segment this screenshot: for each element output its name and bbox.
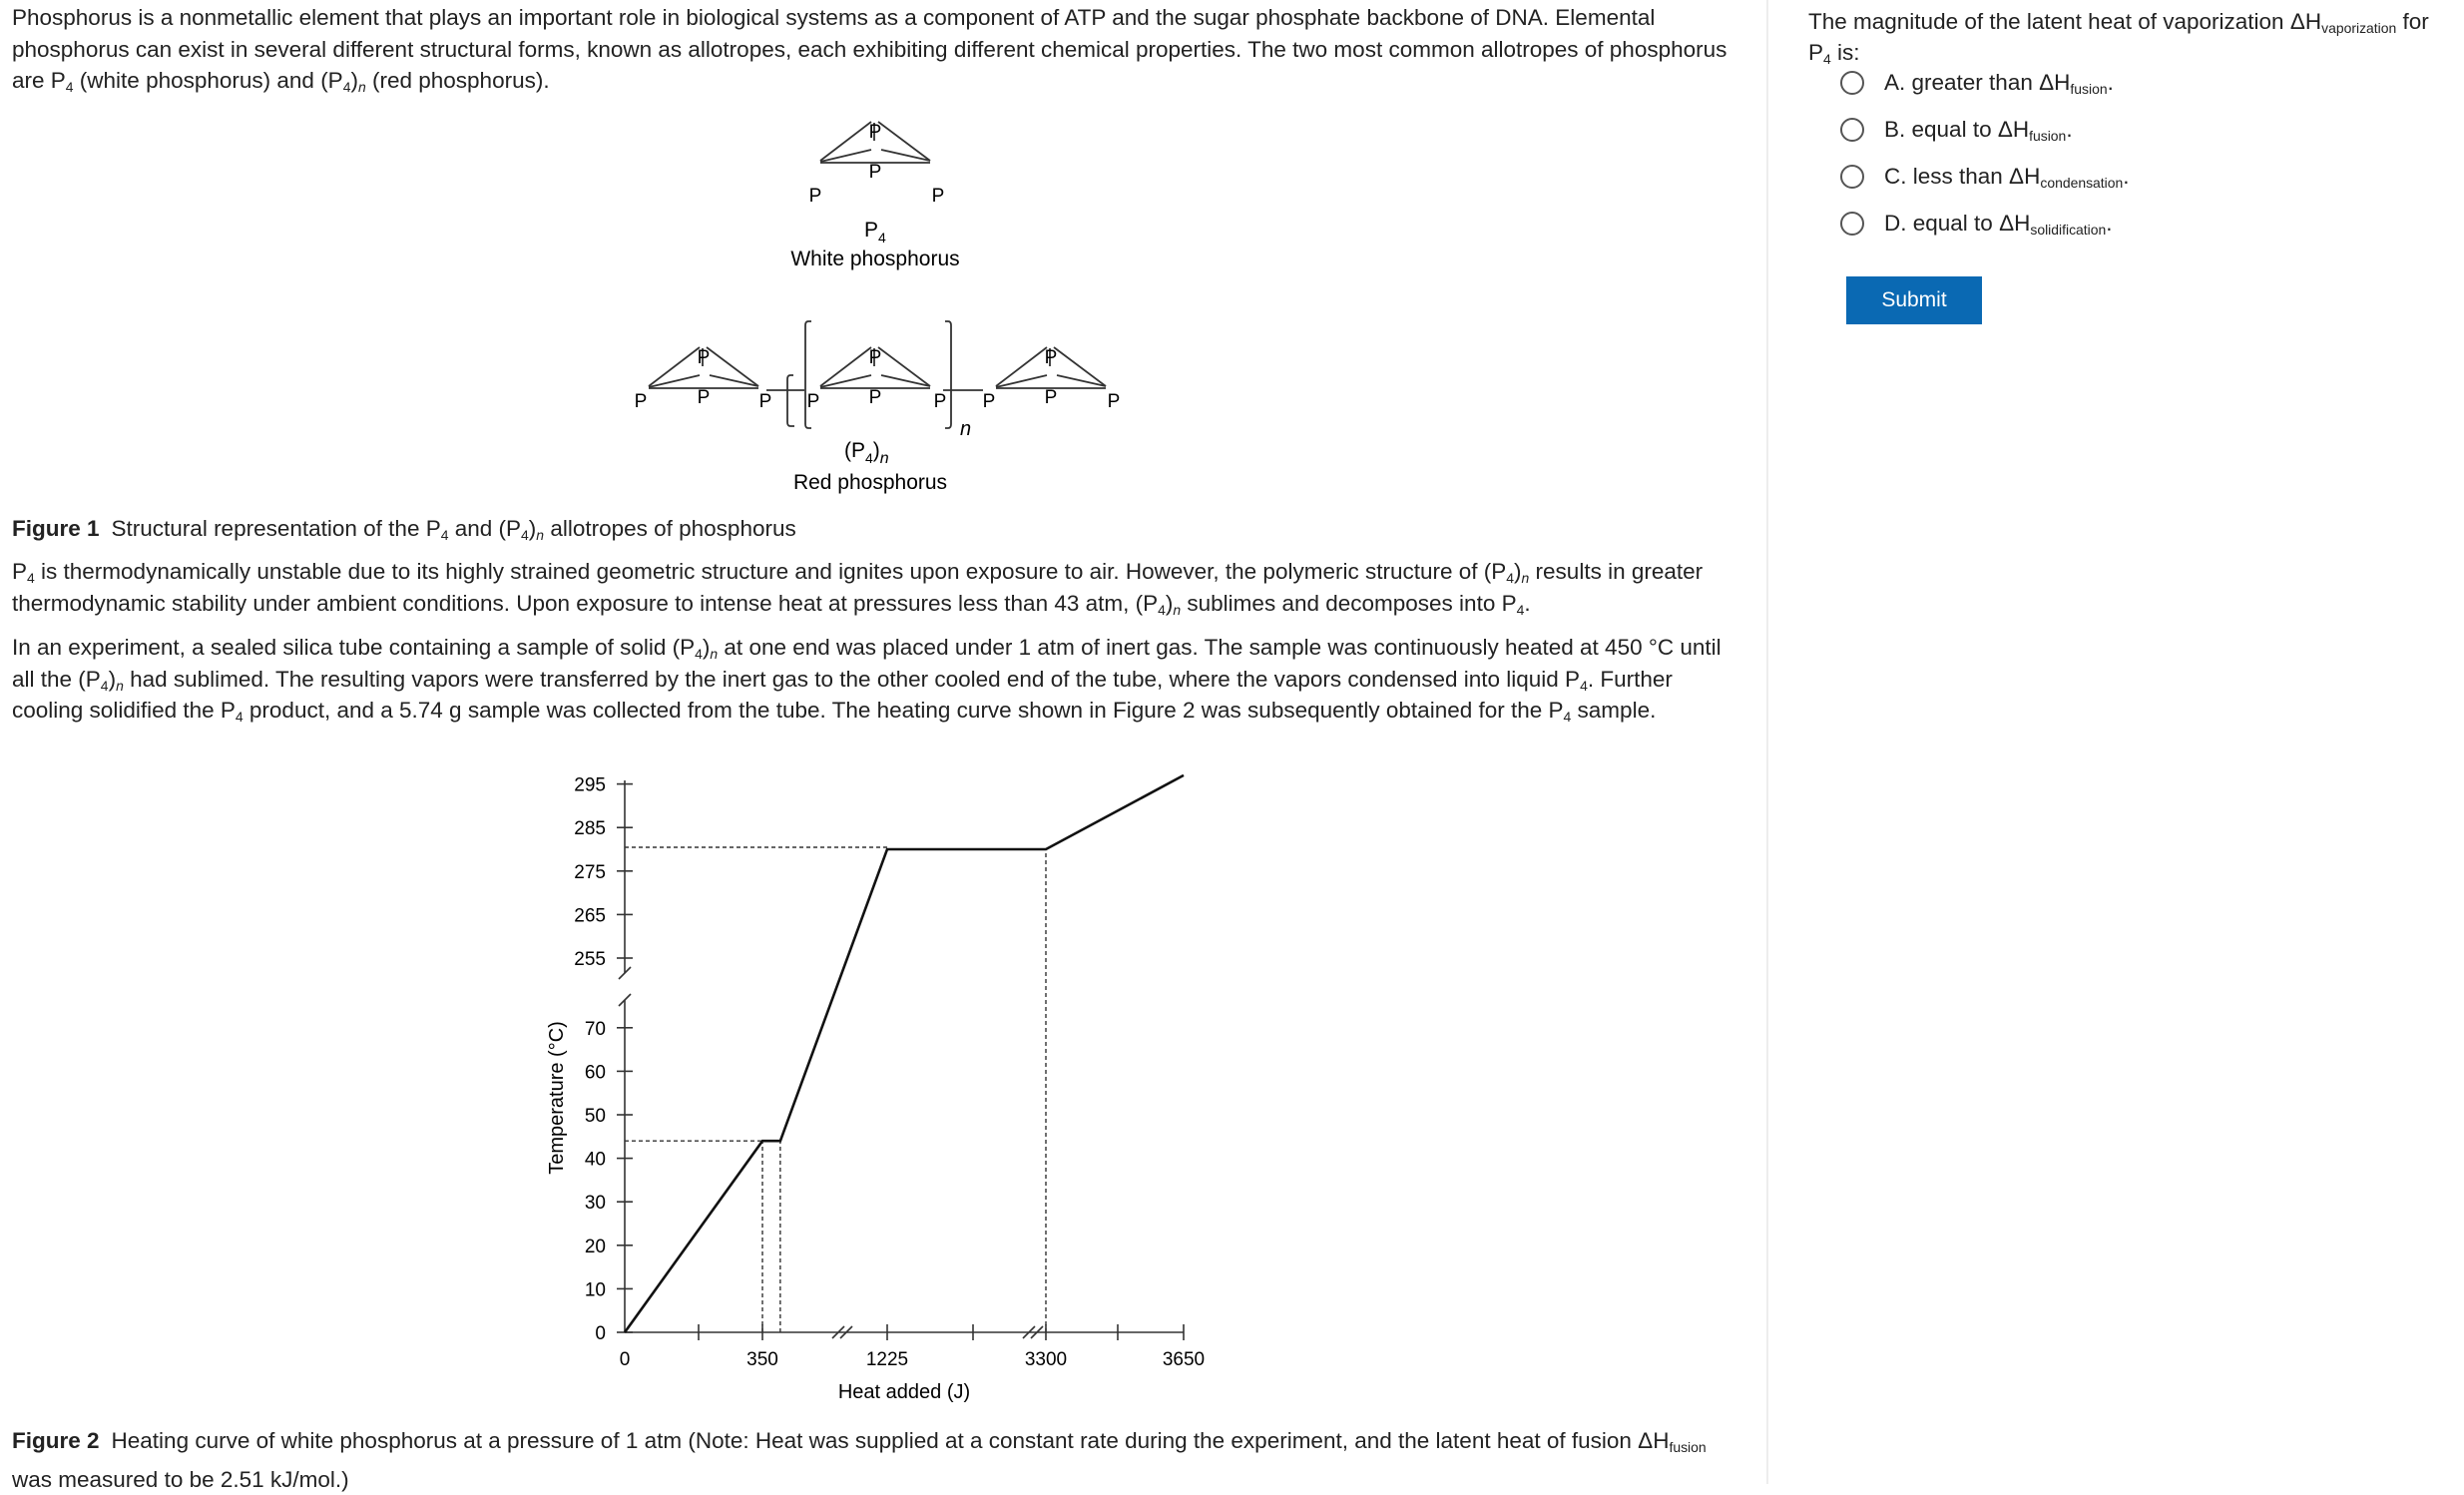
atom-label: P: [1044, 347, 1058, 368]
x-tick-label: 3650: [1162, 1349, 1206, 1370]
y-tick-label: 20: [584, 1236, 606, 1257]
answer-option-d[interactable]: D. equal to $\Delta H_{solidification}$.: [1840, 204, 2113, 244]
y-tick-label: 60: [584, 1062, 606, 1084]
y-tick-label: 275: [574, 861, 606, 883]
figure-1-structures: [0, 110, 1766, 509]
figure-2-caption: Figure 2 Heating curve of white phosphorus at a pressure of 1 atm (Note: Heat was supplied at a constant rate during the experiment, and the latent heat of fusion $\Delta H_{fusion}$ was measured to be 2.51 kJ/mol.): [12, 1428, 1707, 1492]
radio-button[interactable]: [1840, 212, 1864, 236]
x-tick-label: 3300: [1024, 1349, 1068, 1370]
red-formula: $(P_4)_n$: [844, 439, 889, 467]
atom-label: P: [758, 391, 772, 412]
x-axis: [625, 1326, 1184, 1338]
y-axis: [619, 780, 631, 1332]
atom-label: P: [697, 387, 711, 408]
white-formula: $P_4$: [864, 219, 886, 246]
answer-option-a[interactable]: A. greater than $\Delta H_{fusion}$.: [1840, 63, 2114, 103]
y-tick-label: 295: [574, 774, 606, 796]
x-ticks: [620, 1324, 1205, 1370]
question-stem: The magnitude of the latent heat of vaporization $\Delta H_{vaporization}$ for $P_4$ is:: [1808, 9, 2429, 68]
passage-paragraph-3: In an experiment, a sealed silica tube containing a sample of solid $(P_4)_n$ at one end was placed under 1 atm of inert gas. The sample was continuously heated at 450 °C until all the $(P_4)_n$ had sublimed. The resulting vapors were transferred by the inert gas to the other cooled end of the tube, where the vapors condensed into liquid $P_4$. Further cooling solidified the $P_4$ product, and a 5.74 g sample was collected from the tube. The heating curve shown in Figure 2 was subsequently obtained for the $P_4$ sample.: [12, 635, 1722, 726]
white-phosphorus-molecule: [809, 122, 945, 207]
x-tick-label: 350: [746, 1349, 778, 1370]
y-tick-label: 10: [584, 1279, 606, 1301]
y-tick-label: 255: [574, 949, 606, 970]
red-phosphorus-chain: [635, 321, 1121, 440]
y-tick-label: 265: [574, 905, 606, 927]
passage-paragraph-1: Phosphorus is a nonmetallic element that plays an important role in biological systems as a component of ATP and the sugar phosphate backbone of DNA. Elemental phosphorus can exist in several different structural forms, known as allotropes, each exhibiting different chemical properties. The two most common allotropes of phosphorus are $P_4$ (white phosphorus) and $(P_4)_n$ (red phosphorus).: [12, 5, 1727, 96]
guide-lines: [625, 847, 1046, 1332]
red-phosphorus-name: Red phosphorus: [792, 471, 948, 494]
atom-label: P: [1107, 391, 1121, 412]
atom-label: P: [1044, 387, 1058, 408]
series-line-p4-sample: [625, 775, 1184, 1332]
passage-paragraph-2: $P_4$ is thermodynamically unstable due to its highly strained geometric structure and ignites upon exposure to air. However, the polymeric structure of $(P_4)_n$ results in greater thermodynamic stability under ambient conditions. Upon exposure to intense heat at pressures less than 43 atm, $(P_4)_n$ sublimes and decomposes into $P_4$.: [12, 559, 1704, 618]
atom-label: P: [868, 162, 882, 183]
y-tick-label: 285: [574, 818, 606, 840]
y-ticks: [574, 775, 633, 1344]
atom-label: P: [868, 347, 882, 368]
submit-button[interactable]: Submit: [1846, 276, 1982, 324]
radio-button[interactable]: [1840, 71, 1864, 95]
figure-2-heating-curve-chart: [499, 758, 1257, 1417]
answer-option-b[interactable]: B. equal to $\Delta H_{fusion}$.: [1840, 110, 2073, 150]
y-tick-label: 50: [584, 1106, 606, 1127]
radio-button[interactable]: [1840, 165, 1864, 189]
answer-option-c[interactable]: C. less than $\Delta H_{condensation}$.: [1840, 157, 2130, 197]
y-tick-label: 70: [584, 1018, 606, 1040]
series: [625, 775, 1184, 1332]
radio-button[interactable]: [1840, 118, 1864, 142]
y-tick-label: 40: [584, 1149, 606, 1171]
question-panel: [1768, 0, 2464, 1484]
x-tick-label: 1225: [865, 1349, 909, 1370]
y-axis-label: Temperature (°C): [546, 1021, 568, 1175]
figure-1-caption: Figure 1 Structural representation of the $P_4$ and $(P_4)_n$ allotropes of phosphorus: [12, 516, 796, 544]
white-phosphorus-name: White phosphorus: [790, 248, 960, 270]
atom-label: P: [931, 186, 945, 207]
bracket-n: n: [960, 418, 972, 440]
atom-label: P: [806, 391, 820, 412]
atom-label: P: [808, 186, 822, 207]
x-tick-label: 0: [619, 1349, 631, 1370]
atom-label: P: [634, 391, 648, 412]
atom-label: P: [933, 391, 947, 412]
y-tick-label: 0: [595, 1323, 606, 1344]
atom-label: P: [868, 387, 882, 408]
atom-label: P: [982, 391, 996, 412]
x-axis-label: Heat added (J): [837, 1381, 971, 1403]
atom-label: P: [697, 347, 711, 368]
y-tick-label: 30: [584, 1193, 606, 1215]
atom-label: P: [868, 122, 882, 143]
